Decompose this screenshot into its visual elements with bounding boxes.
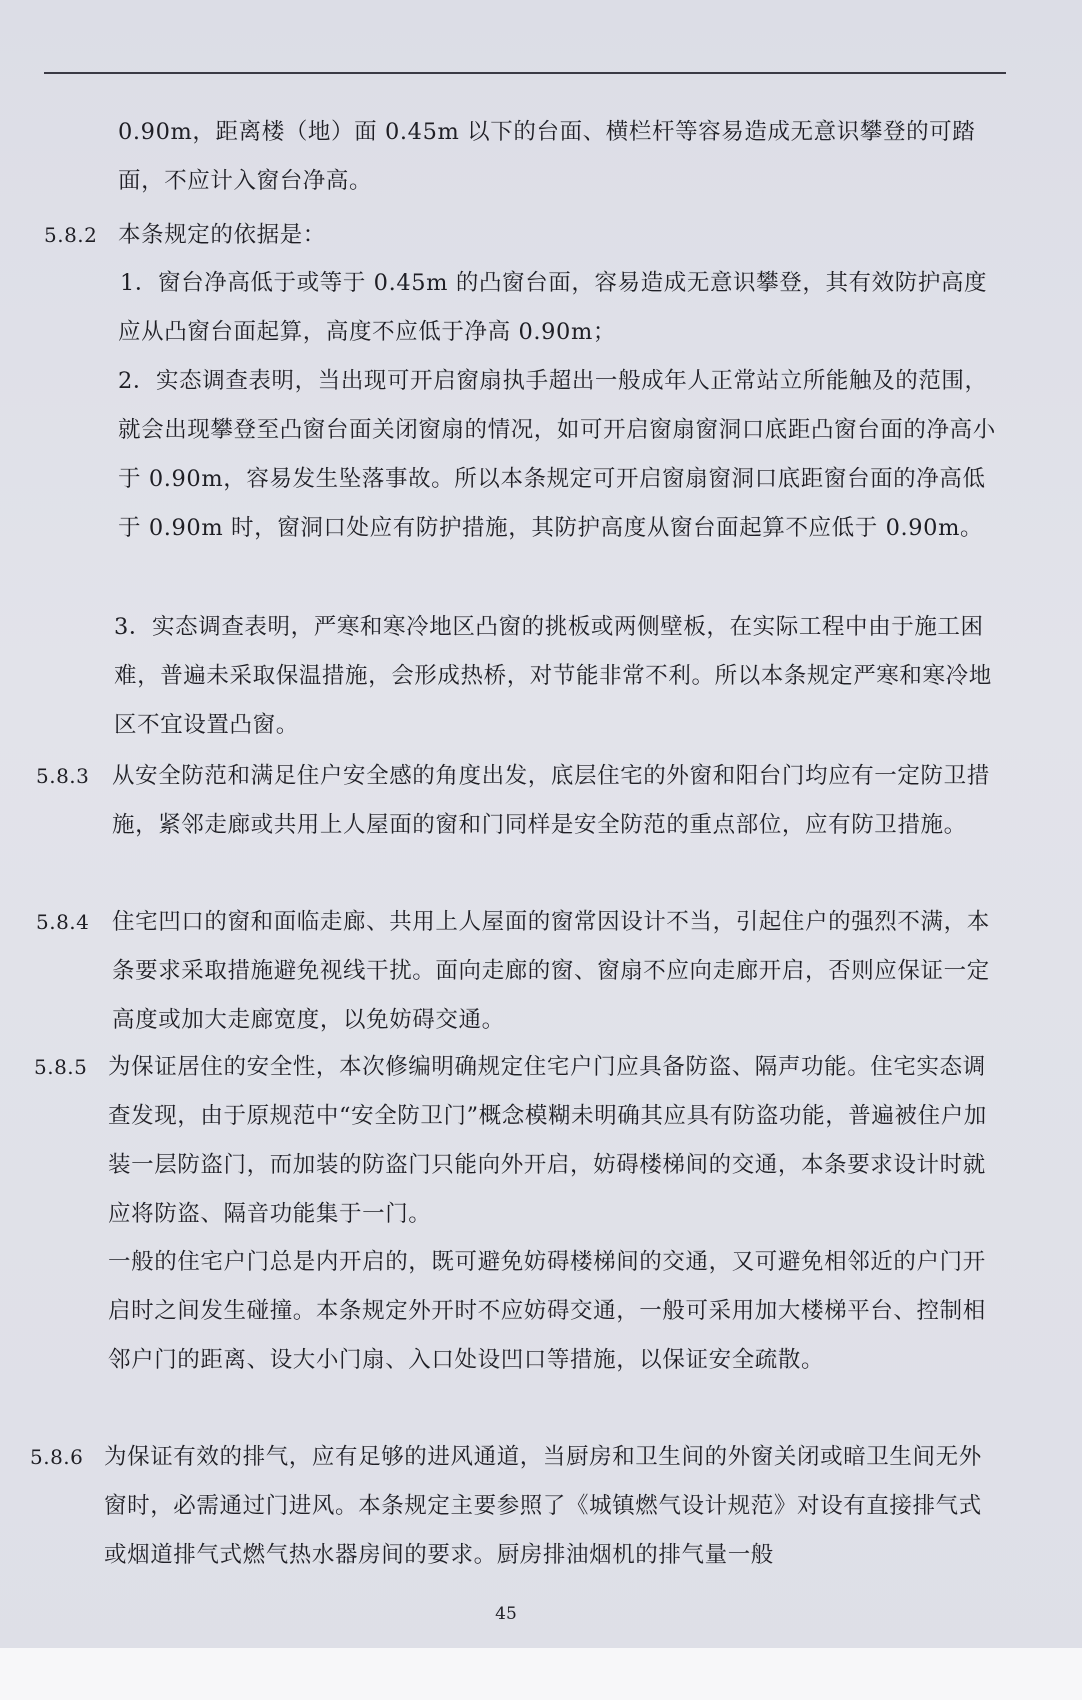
section-5-8-5-text: 为保证居住的安全性，本次修编明确规定住宅户门应具备防盗、隔声功能。住宅实态调查发现，由于原规范中“安全防卫门”概念模糊未明确其应具有防盗功能，普遍被住户加装一层防盗门，而加装的防盗门只能向外开启，妨碍楼梯间的交通，本条要求设计时就应将防盗、隔音功能集于一门。 <box>108 1054 987 1227</box>
section-5-8-2-intro: 本条规定的依据是： <box>118 222 326 248</box>
section-5-8-3-text: 从安全防范和满足住户安全感的角度出发，底层住宅的外窗和阳台门均应有一定防卫措施，紧邻走廊或共用上人屋面的窗和门同样是安全防范的重点部位，应有防卫措施。 <box>112 763 990 838</box>
section-5-8-6-text: 为保证有效的排气，应有足够的进风通道，当厨房和卫生间的外窗关闭或暗卫生间无外窗时，必需通过门进风。本条规定主要参照了《城镇燃气设计规范》对设有直接排气式或烟道排气式燃气热水器房间的要求。厨房排油烟机的排气量一般 <box>104 1444 982 1568</box>
continuation-paragraph: 0.90m，距离楼（地）面 0.45m 以下的台面、横栏杆等容易造成无意识攀登的可踏面，不应计入窗台净高。 <box>118 119 976 194</box>
section-5-8-5-text-continued: 一般的住宅户门总是内开启的，既可避免妨碍楼梯间的交通，又可避免相邻近的户门开启时之间发生碰撞。本条规定外开时不应妨碍交通，一般可采用加大楼梯平台、控制相邻户门的距离、设大小门扇、入口处设凹口等措施，以保证安全疏散。 <box>108 1249 986 1373</box>
section-number-5-8-3: 5.8.3 <box>36 764 90 788</box>
section-number-5-8-4: 5.8.4 <box>36 910 90 934</box>
bottom-margin <box>0 1648 1082 1700</box>
section-5-8-2-item-3: 3．实态调查表明，严寒和寒冷地区凸窗的挑板或两侧壁板，在实际工程中由于施工困难，普遍未采取保温措施，会形成热桥，对节能非常不利。所以本条规定严寒和寒冷地区不宜设置凸窗。 <box>114 614 992 738</box>
section-number-5-8-5: 5.8.5 <box>34 1055 88 1079</box>
section-number-5-8-2: 5.8.2 <box>44 223 98 247</box>
section-5-8-4-text: 住宅凹口的窗和面临走廊、共用上人屋面的窗常因设计不当，引起住户的强烈不满，本条要求采取措施避免视线干扰。面向走廊的窗、窗扇不应向走廊开启，否则应保证一定高度或加大走廊宽度，以免妨碍交通。 <box>112 909 990 1033</box>
section-number-5-8-6: 5.8.6 <box>30 1445 84 1469</box>
page-number: 45 <box>495 1604 517 1624</box>
section-5-8-2-item-1: 1．窗台净高低于或等于 0.45m 的凸窗台面，容易造成无意识攀登，其有效防护高度应从凸窗台面起算，高度不应低于净高 0.90m； <box>118 270 988 345</box>
header-rule <box>44 72 1006 74</box>
section-5-8-2-item-2: 2．实态调查表明，当出现可开启窗扇执手超出一般成年人正常站立所能触及的范围，就会出现攀登至凸窗台面关闭窗扇的情况，如可开启窗扇窗洞口底距凸窗台面的净高小于 0.90m，容易发生坠落事故。所以本条规定可开启窗扇窗洞口底距窗台面的净高低于 0.90m 时，窗洞口处应有防护措施，其防护高度从窗台面起算不应低于 0.90m。 <box>118 368 996 541</box>
